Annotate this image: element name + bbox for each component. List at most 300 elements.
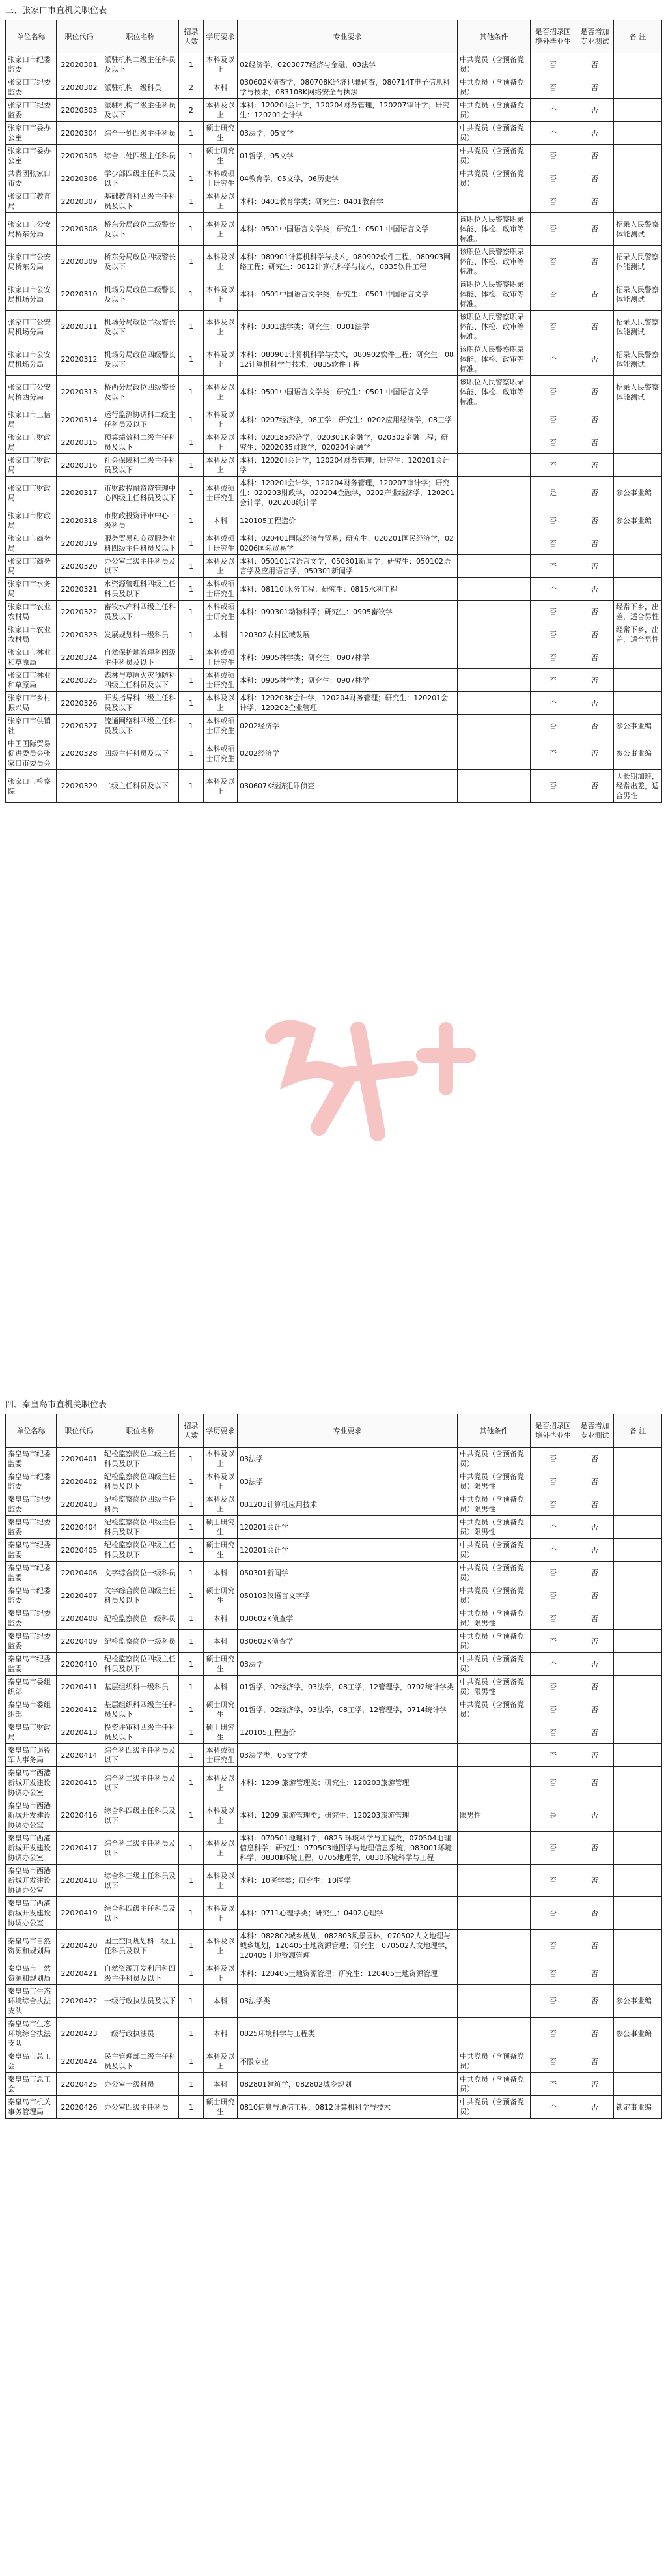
education-cell: 硕士研究生 <box>204 145 238 167</box>
overseas-grad-cell: 否 <box>531 311 576 343</box>
major-cell: 02经济学，0203077经济与金融，03法学 <box>238 53 458 76</box>
header-recruit-count: 招录人数 <box>179 20 204 53</box>
other-conditions-cell <box>458 623 531 646</box>
education-cell: 本科 <box>204 2073 238 2096</box>
section-title-zhangjiakou: 三、张家口市直机关职位表 <box>5 6 107 16</box>
extra-test-cell: 否 <box>576 454 614 477</box>
education-cell: 本科或硕士研究生 <box>204 646 238 669</box>
extra-test-cell: 否 <box>576 555 614 578</box>
extra-test-cell: 否 <box>576 1799 614 1832</box>
other-conditions-cell <box>458 1897 531 1930</box>
overseas-grad-cell: 否 <box>531 578 576 601</box>
remark-cell <box>614 454 662 477</box>
table-row <box>6 532 662 555</box>
position-name-cell: 纪检监察岗位四级主任科员 <box>102 1493 179 1516</box>
remark-cell <box>614 532 662 555</box>
recruit-count-cell: 1 <box>179 145 204 167</box>
table-row <box>6 1832 662 1865</box>
education-cell: 本科及以上 <box>204 1470 238 1493</box>
recruit-count-cell: 1 <box>179 1985 204 2018</box>
extra-test-cell: 否 <box>576 122 614 145</box>
overseas-grad-cell: 否 <box>531 1832 576 1865</box>
overseas-grad-cell: 否 <box>531 669 576 692</box>
overseas-grad-cell: 否 <box>531 532 576 555</box>
major-cell: 本科：1209 旅游管理类；研究生：120203旅游管理 <box>238 1767 458 1799</box>
education-cell: 本科或硕士研究生 <box>204 578 238 601</box>
major-cell: 本科：0207经济学，08工学；研究生：0202应用经济学，08工学 <box>238 408 458 431</box>
table-row <box>6 53 662 76</box>
remark-cell <box>614 76 662 99</box>
table-row <box>6 1676 662 1698</box>
extra-test-cell: 否 <box>576 1930 614 1962</box>
position-code-cell: 22020307 <box>57 190 102 213</box>
major-cell: 050301新闻学 <box>238 1562 458 1584</box>
major-cell: 本科：090301动物科学；研究生：0905畜牧学 <box>238 601 458 623</box>
unit-name-cell: 秦皇岛市纪委监委 <box>6 1539 57 1562</box>
position-name-cell: 学少部四级主任科员及以下 <box>102 167 179 190</box>
position-name-cell: 综合一处四级主任科员 <box>102 122 179 145</box>
remark-cell <box>614 1470 662 1493</box>
position-code-cell: 22020302 <box>57 76 102 99</box>
extra-test-cell: 否 <box>576 1562 614 1584</box>
education-cell: 硕士研究生 <box>204 1539 238 1562</box>
overseas-grad-cell: 否 <box>531 555 576 578</box>
position-code-cell: 22020313 <box>57 376 102 408</box>
recruit-count-cell: 1 <box>179 532 204 555</box>
table-row <box>6 669 662 692</box>
other-conditions-cell: 中共党员（含预备党员） <box>458 2096 531 2119</box>
overseas-grad-cell: 否 <box>531 454 576 477</box>
position-code-cell: 22020305 <box>57 145 102 167</box>
recruit-count-cell: 1 <box>179 1865 204 1897</box>
remark-cell: 锁定事业编 <box>614 2096 662 2119</box>
overseas-grad-cell: 否 <box>531 1676 576 1698</box>
education-cell: 本科及以上 <box>204 213 238 246</box>
position-code-cell: 22020415 <box>57 1767 102 1799</box>
extra-test-cell: 否 <box>576 1698 614 1721</box>
table-row <box>6 311 662 343</box>
major-cell: 030602K侦查学 <box>238 1630 458 1653</box>
other-conditions-cell <box>458 431 531 454</box>
extra-test-cell: 否 <box>576 213 614 246</box>
table-row <box>6 1653 662 1676</box>
unit-name-cell: 秦皇岛市纪委监委 <box>6 1470 57 1493</box>
unit-name-cell: 秦皇岛市西港新城开发建设协调办公室 <box>6 1865 57 1897</box>
remark-cell: 经常下乡，出差，适合男性 <box>614 623 662 646</box>
position-name-cell: 机场分局政位二级警长及以下 <box>102 311 179 343</box>
education-cell: 本科 <box>204 1562 238 1584</box>
recruit-count-cell: 1 <box>179 2096 204 2119</box>
other-conditions-cell: 中共党员（含预备党员）限男性 <box>458 1607 531 1630</box>
table-row <box>6 623 662 646</box>
other-conditions-cell <box>458 1832 531 1865</box>
position-code-cell: 22020426 <box>57 2096 102 2119</box>
recruit-count-cell: 1 <box>179 2018 204 2050</box>
education-cell: 本科 <box>204 1607 238 1630</box>
major-cell: 120201会计学 <box>238 1539 458 1562</box>
major-cell: 0202经济学 <box>238 715 458 737</box>
extra-test-cell: 否 <box>576 1653 614 1676</box>
recruit-count-cell: 1 <box>179 1584 204 1607</box>
other-conditions-cell: 中共党员（含预备党员） <box>458 1562 531 1584</box>
education-cell: 本科及以上 <box>204 1897 238 1930</box>
education-cell: 本科 <box>204 2018 238 2050</box>
table-row <box>6 2018 662 2050</box>
unit-name-cell: 张家口市财政局 <box>6 431 57 454</box>
major-cell: 01哲学，05文学 <box>238 145 458 167</box>
education-cell: 本科或硕士研究生 <box>204 601 238 623</box>
other-conditions-cell: 中共党员（含预备党员） <box>458 1448 531 1470</box>
overseas-grad-cell: 否 <box>531 1607 576 1630</box>
recruit-count-cell: 1 <box>179 1744 204 1767</box>
remark-cell <box>614 2050 662 2073</box>
overseas-grad-cell: 否 <box>531 509 576 532</box>
table-row <box>6 1744 662 1767</box>
position-code-cell: 22020414 <box>57 1744 102 1767</box>
header-remark: 备 注 <box>614 20 662 53</box>
other-conditions-cell <box>458 770 531 803</box>
unit-name-cell: 张家口市林业和草原局 <box>6 646 57 669</box>
recruit-count-cell: 1 <box>179 1562 204 1584</box>
recruit-count-cell: 2 <box>179 99 204 122</box>
remark-cell: 参公事业编 <box>614 509 662 532</box>
major-cell: 120302农村区域发展 <box>238 623 458 646</box>
position-code-cell: 22020416 <box>57 1799 102 1832</box>
unit-name-cell: 秦皇岛市西港新城开发建设协调办公室 <box>6 1767 57 1799</box>
extra-test-cell: 否 <box>576 53 614 76</box>
position-code-cell: 22020301 <box>57 53 102 76</box>
unit-name-cell: 秦皇岛市纪委监委 <box>6 1562 57 1584</box>
other-conditions-cell <box>458 408 531 431</box>
unit-name-cell: 秦皇岛市西港新城开发建设协调办公室 <box>6 1897 57 1930</box>
header-other-conditions: 其他条件 <box>458 20 531 53</box>
position-code-cell: 22020412 <box>57 1698 102 1721</box>
table-header-row <box>6 1414 662 1448</box>
extra-test-cell: 否 <box>576 715 614 737</box>
table-row <box>6 1698 662 1721</box>
overseas-grad-cell: 否 <box>531 2073 576 2096</box>
overseas-grad-cell: 否 <box>531 343 576 376</box>
other-conditions-cell: 中共党员（含预备党员）限男性 <box>458 1493 531 1516</box>
position-table-zhangjiakou <box>5 20 662 803</box>
education-cell: 本科或硕士研究生 <box>204 737 238 770</box>
major-cell: 本科：0401教育学类；研究生：0401教育学 <box>238 190 458 213</box>
major-cell: 0825环境科学与工程类 <box>238 2018 458 2050</box>
position-code-cell: 22020403 <box>57 1493 102 1516</box>
remark-cell <box>614 578 662 601</box>
unit-name-cell: 秦皇岛市纪委监委 <box>6 1653 57 1676</box>
unit-name-cell: 秦皇岛市总工会 <box>6 2050 57 2073</box>
other-conditions-cell: 中共党员（含预备党员） <box>458 1630 531 1653</box>
recruit-count-cell: 1 <box>179 454 204 477</box>
recruit-count-cell: 1 <box>179 311 204 343</box>
other-conditions-cell: 中共党员（含预备党员） <box>458 2073 531 2096</box>
recruit-count-cell: 1 <box>179 2050 204 2073</box>
overseas-grad-cell: 否 <box>531 1865 576 1897</box>
position-name-cell: 市财政投融资资管理中心四级主任科员及以下 <box>102 477 179 509</box>
extra-test-cell: 否 <box>576 99 614 122</box>
extra-test-cell: 否 <box>576 477 614 509</box>
overseas-grad-cell: 否 <box>531 1962 576 1985</box>
remark-cell <box>614 1448 662 1470</box>
overseas-grad-cell: 否 <box>531 190 576 213</box>
remark-cell <box>614 122 662 145</box>
education-cell: 本科及以上 <box>204 376 238 408</box>
major-cell: 本科：0301法学类；研究生：0301法学 <box>238 311 458 343</box>
position-name-cell: 森林与草原火灾预防科四级主任科员及以下 <box>102 669 179 692</box>
extra-test-cell: 否 <box>576 1516 614 1539</box>
position-code-cell: 22020325 <box>57 669 102 692</box>
extra-test-cell: 否 <box>576 278 614 311</box>
position-code-cell: 22020401 <box>57 1448 102 1470</box>
unit-name-cell: 秦皇岛市纪委监委 <box>6 1607 57 1630</box>
table-row <box>6 1630 662 1653</box>
extra-test-cell: 否 <box>576 246 614 278</box>
unit-name-cell: 共青团张家口市委 <box>6 167 57 190</box>
other-conditions-cell: 中共党员（含预备党员）限男性 <box>458 1676 531 1698</box>
other-conditions-cell <box>458 646 531 669</box>
position-code-cell: 22020326 <box>57 692 102 715</box>
major-cell: 本科：08110Ⅰ水务工程；研究生：0815水利工程 <box>238 578 458 601</box>
position-code-cell: 22020407 <box>57 1584 102 1607</box>
extra-test-cell: 否 <box>576 2050 614 2073</box>
extra-test-cell: 否 <box>576 770 614 803</box>
other-conditions-cell: 中共党员（含预备党员） <box>458 122 531 145</box>
recruit-count-cell: 1 <box>179 213 204 246</box>
recruit-count-cell: 1 <box>179 1470 204 1493</box>
header-overseas-grad: 是否招录国境外毕业生 <box>531 1414 576 1448</box>
unit-name-cell: 张家口市林业和草原局 <box>6 669 57 692</box>
other-conditions-cell: 限男性 <box>458 1799 531 1832</box>
unit-name-cell: 秦皇岛市西港新城开发建设协调办公室 <box>6 1832 57 1865</box>
table-row <box>6 737 662 770</box>
recruit-count-cell: 1 <box>179 1897 204 1930</box>
position-code-cell: 22020312 <box>57 343 102 376</box>
other-conditions-cell: 中共党员（含预备党员） <box>458 2050 531 2073</box>
remark-cell <box>614 669 662 692</box>
other-conditions-cell: 中共党员（含预备党员） <box>458 76 531 99</box>
remark-cell <box>614 167 662 190</box>
remark-cell <box>614 1630 662 1653</box>
remark-cell: 参公事业编 <box>614 737 662 770</box>
recruit-count-cell: 1 <box>179 1962 204 1985</box>
header-unit-name: 单位名称 <box>6 20 57 53</box>
position-name-cell: 纪检监察岗位一级科员 <box>102 1630 179 1653</box>
overseas-grad-cell: 否 <box>531 76 576 99</box>
extra-test-cell: 否 <box>576 623 614 646</box>
education-cell: 硕士研究生 <box>204 1698 238 1721</box>
extra-test-cell: 否 <box>576 343 614 376</box>
education-cell: 硕士研究生 <box>204 1653 238 1676</box>
recruit-count-cell: 2 <box>179 76 204 99</box>
overseas-grad-cell: 否 <box>531 770 576 803</box>
position-code-cell: 22020420 <box>57 1930 102 1962</box>
position-name-cell: 纪检监察岗位四级主任科员及以下 <box>102 1516 179 1539</box>
position-name-cell: 纪检监察岗位四级主任科员及以下 <box>102 1653 179 1676</box>
overseas-grad-cell: 否 <box>531 1584 576 1607</box>
position-code-cell: 22020321 <box>57 578 102 601</box>
extra-test-cell: 否 <box>576 1493 614 1516</box>
remark-cell <box>614 99 662 122</box>
extra-test-cell: 否 <box>576 646 614 669</box>
other-conditions-cell: 中共党员（含预备党员） <box>458 99 531 122</box>
position-name-cell: 投资评审科四级主任科员及以下 <box>102 1721 179 1744</box>
remark-cell: 招录人民警察体能测试 <box>614 278 662 311</box>
overseas-grad-cell: 否 <box>531 623 576 646</box>
major-cell: 081203计算机应用技术 <box>238 1493 458 1516</box>
recruit-count-cell: 1 <box>179 1799 204 1832</box>
position-name-cell: 桥西分局政位四级警长及以下 <box>102 376 179 408</box>
position-name-cell: 国土空间规划科二级主任科员及以下 <box>102 1930 179 1962</box>
position-name-cell: 市财政投资评审中心一级科员 <box>102 509 179 532</box>
extra-test-cell: 否 <box>576 167 614 190</box>
header-education: 学历要求 <box>204 20 238 53</box>
overseas-grad-cell: 否 <box>531 1539 576 1562</box>
education-cell: 本科及以上 <box>204 1493 238 1516</box>
unit-name-cell: 秦皇岛市西港新城开发建设协调办公室 <box>6 1799 57 1832</box>
recruit-count-cell: 1 <box>179 1676 204 1698</box>
position-name-cell: 桥东分局政位二级警长及以下 <box>102 213 179 246</box>
position-code-cell: 22020417 <box>57 1832 102 1865</box>
other-conditions-cell <box>458 1767 531 1799</box>
major-cell: 03法学，05文学 <box>238 122 458 145</box>
remark-cell <box>614 1516 662 1539</box>
other-conditions-cell <box>458 1721 531 1744</box>
table-row <box>6 555 662 578</box>
other-conditions-cell: 中共党员（含预备党员） <box>458 1584 531 1607</box>
overseas-grad-cell: 否 <box>531 1448 576 1470</box>
other-conditions-cell <box>458 509 531 532</box>
position-code-cell: 22020411 <box>57 1676 102 1698</box>
unit-name-cell: 秦皇岛市自然资源和规划局 <box>6 1930 57 1962</box>
major-cell: 120201会计学 <box>238 1516 458 1539</box>
table-row <box>6 190 662 213</box>
remark-cell: 参公事业编 <box>614 1985 662 2018</box>
unit-name-cell: 张家口市农业农村局 <box>6 623 57 646</box>
table-row <box>6 1865 662 1897</box>
recruit-count-cell: 1 <box>179 1721 204 1744</box>
major-cell: 不限专业 <box>238 2050 458 2073</box>
education-cell: 本科或硕士研究生 <box>204 167 238 190</box>
remark-cell <box>614 1897 662 1930</box>
education-cell: 本科及以上 <box>204 311 238 343</box>
position-name-cell: 畜牧水产科四级主任科员及以下 <box>102 601 179 623</box>
education-cell: 本科及以上 <box>204 431 238 454</box>
education-cell: 本科及以上 <box>204 1930 238 1962</box>
education-cell: 本科及以上 <box>204 1832 238 1865</box>
extra-test-cell: 否 <box>576 1744 614 1767</box>
education-cell: 本科或硕士研究生 <box>204 715 238 737</box>
position-name-cell: 办公室四级主任科员 <box>102 2096 179 2119</box>
table-row <box>6 1897 662 1930</box>
remark-cell: 招录人民警察体能测试 <box>614 246 662 278</box>
recruit-count-cell: 1 <box>179 1630 204 1653</box>
recruit-count-cell: 1 <box>179 1607 204 1630</box>
position-name-cell: 纪检监察岗位二级主任科员及以下 <box>102 1448 179 1470</box>
recruit-count-cell: 1 <box>179 1539 204 1562</box>
header-major: 专业要求 <box>238 1414 458 1448</box>
other-conditions-cell: 中共党员（含预备党员）限男性 <box>458 1470 531 1493</box>
overseas-grad-cell: 是 <box>531 477 576 509</box>
header-overseas-grad: 是否招录国境外毕业生 <box>531 20 576 53</box>
position-name-cell: 派驻机构二级主任科员及以下 <box>102 53 179 76</box>
table-row <box>6 1470 662 1493</box>
other-conditions-cell: 该职位人民警察职录体能、体检、政审等标准。 <box>458 311 531 343</box>
position-code-cell: 22020404 <box>57 1516 102 1539</box>
table-row <box>6 1493 662 1516</box>
extra-test-cell: 否 <box>576 1721 614 1744</box>
position-code-cell: 22020421 <box>57 1962 102 1985</box>
major-cell: 050103汉语言文字学 <box>238 1584 458 1607</box>
position-name-cell: 派驻机构二级主任科员及以下 <box>102 99 179 122</box>
position-name-cell: 桥东分局政位四级警长及以下 <box>102 246 179 278</box>
position-code-cell: 22020316 <box>57 454 102 477</box>
overseas-grad-cell: 否 <box>531 2018 576 2050</box>
table-row <box>6 509 662 532</box>
table-row <box>6 1985 662 2018</box>
remark-cell: 参公事业编 <box>614 715 662 737</box>
position-code-cell: 22020424 <box>57 2050 102 2073</box>
table-row <box>6 1799 662 1832</box>
table-row <box>6 1607 662 1630</box>
recruit-count-cell: 1 <box>179 1493 204 1516</box>
education-cell: 硕士研究生 <box>204 1516 238 1539</box>
position-name-cell: 办公室二级主任科员及以下 <box>102 555 179 578</box>
header-extra-test: 是否增加专业测试 <box>576 1414 614 1448</box>
remark-cell <box>614 190 662 213</box>
position-code-cell: 22020423 <box>57 2018 102 2050</box>
remark-cell <box>614 1721 662 1744</box>
unit-name-cell: 秦皇岛市退役军人事务局 <box>6 1744 57 1767</box>
major-cell: 0202经济学 <box>238 737 458 770</box>
remark-cell <box>614 1562 662 1584</box>
other-conditions-cell: 中共党员（含预备党员） <box>458 1653 531 1676</box>
extra-test-cell: 否 <box>576 509 614 532</box>
recruit-count-cell: 1 <box>179 646 204 669</box>
education-cell: 本科或硕士研究生 <box>204 532 238 555</box>
major-cell: 03法学 <box>238 1653 458 1676</box>
position-name-cell: 发展规划科一级科员 <box>102 623 179 646</box>
table-row <box>6 715 662 737</box>
unit-name-cell: 秦皇岛市纪委监委 <box>6 1630 57 1653</box>
table-row <box>6 99 662 122</box>
unit-name-cell: 张家口市供销社 <box>6 715 57 737</box>
extra-test-cell: 否 <box>576 431 614 454</box>
extra-test-cell: 否 <box>576 1676 614 1698</box>
extra-test-cell: 否 <box>576 376 614 408</box>
major-cell: 本科：082802城乡规划，082803风景园林，070502人文地理与城乡规划，120405土地资源管理；研究生：070502人文地理学，120405土地资源管理 <box>238 1930 458 1962</box>
position-code-cell: 22020409 <box>57 1630 102 1653</box>
recruit-count-cell: 1 <box>179 692 204 715</box>
other-conditions-cell <box>458 1744 531 1767</box>
remark-cell: 招录人民警察体能测试 <box>614 213 662 246</box>
position-code-cell: 22020329 <box>57 770 102 803</box>
header-education: 学历要求 <box>204 1414 238 1448</box>
header-major: 专业要求 <box>238 20 458 53</box>
position-code-cell: 22020324 <box>57 646 102 669</box>
education-cell: 本科或硕士研究生 <box>204 1744 238 1767</box>
major-cell: 0810信息与通信工程，0812计算机科学与技术 <box>238 2096 458 2119</box>
extra-test-cell: 否 <box>576 145 614 167</box>
table-row <box>6 408 662 431</box>
education-cell: 本科及以上 <box>204 1865 238 1897</box>
position-code-cell: 22020402 <box>57 1470 102 1493</box>
remark-cell <box>614 1607 662 1630</box>
table-row <box>6 601 662 623</box>
unit-name-cell: 张家口市工信局 <box>6 408 57 431</box>
other-conditions-cell: 中共党员（含预备党员） <box>458 167 531 190</box>
unit-name-cell: 张家口市检察院 <box>6 770 57 803</box>
